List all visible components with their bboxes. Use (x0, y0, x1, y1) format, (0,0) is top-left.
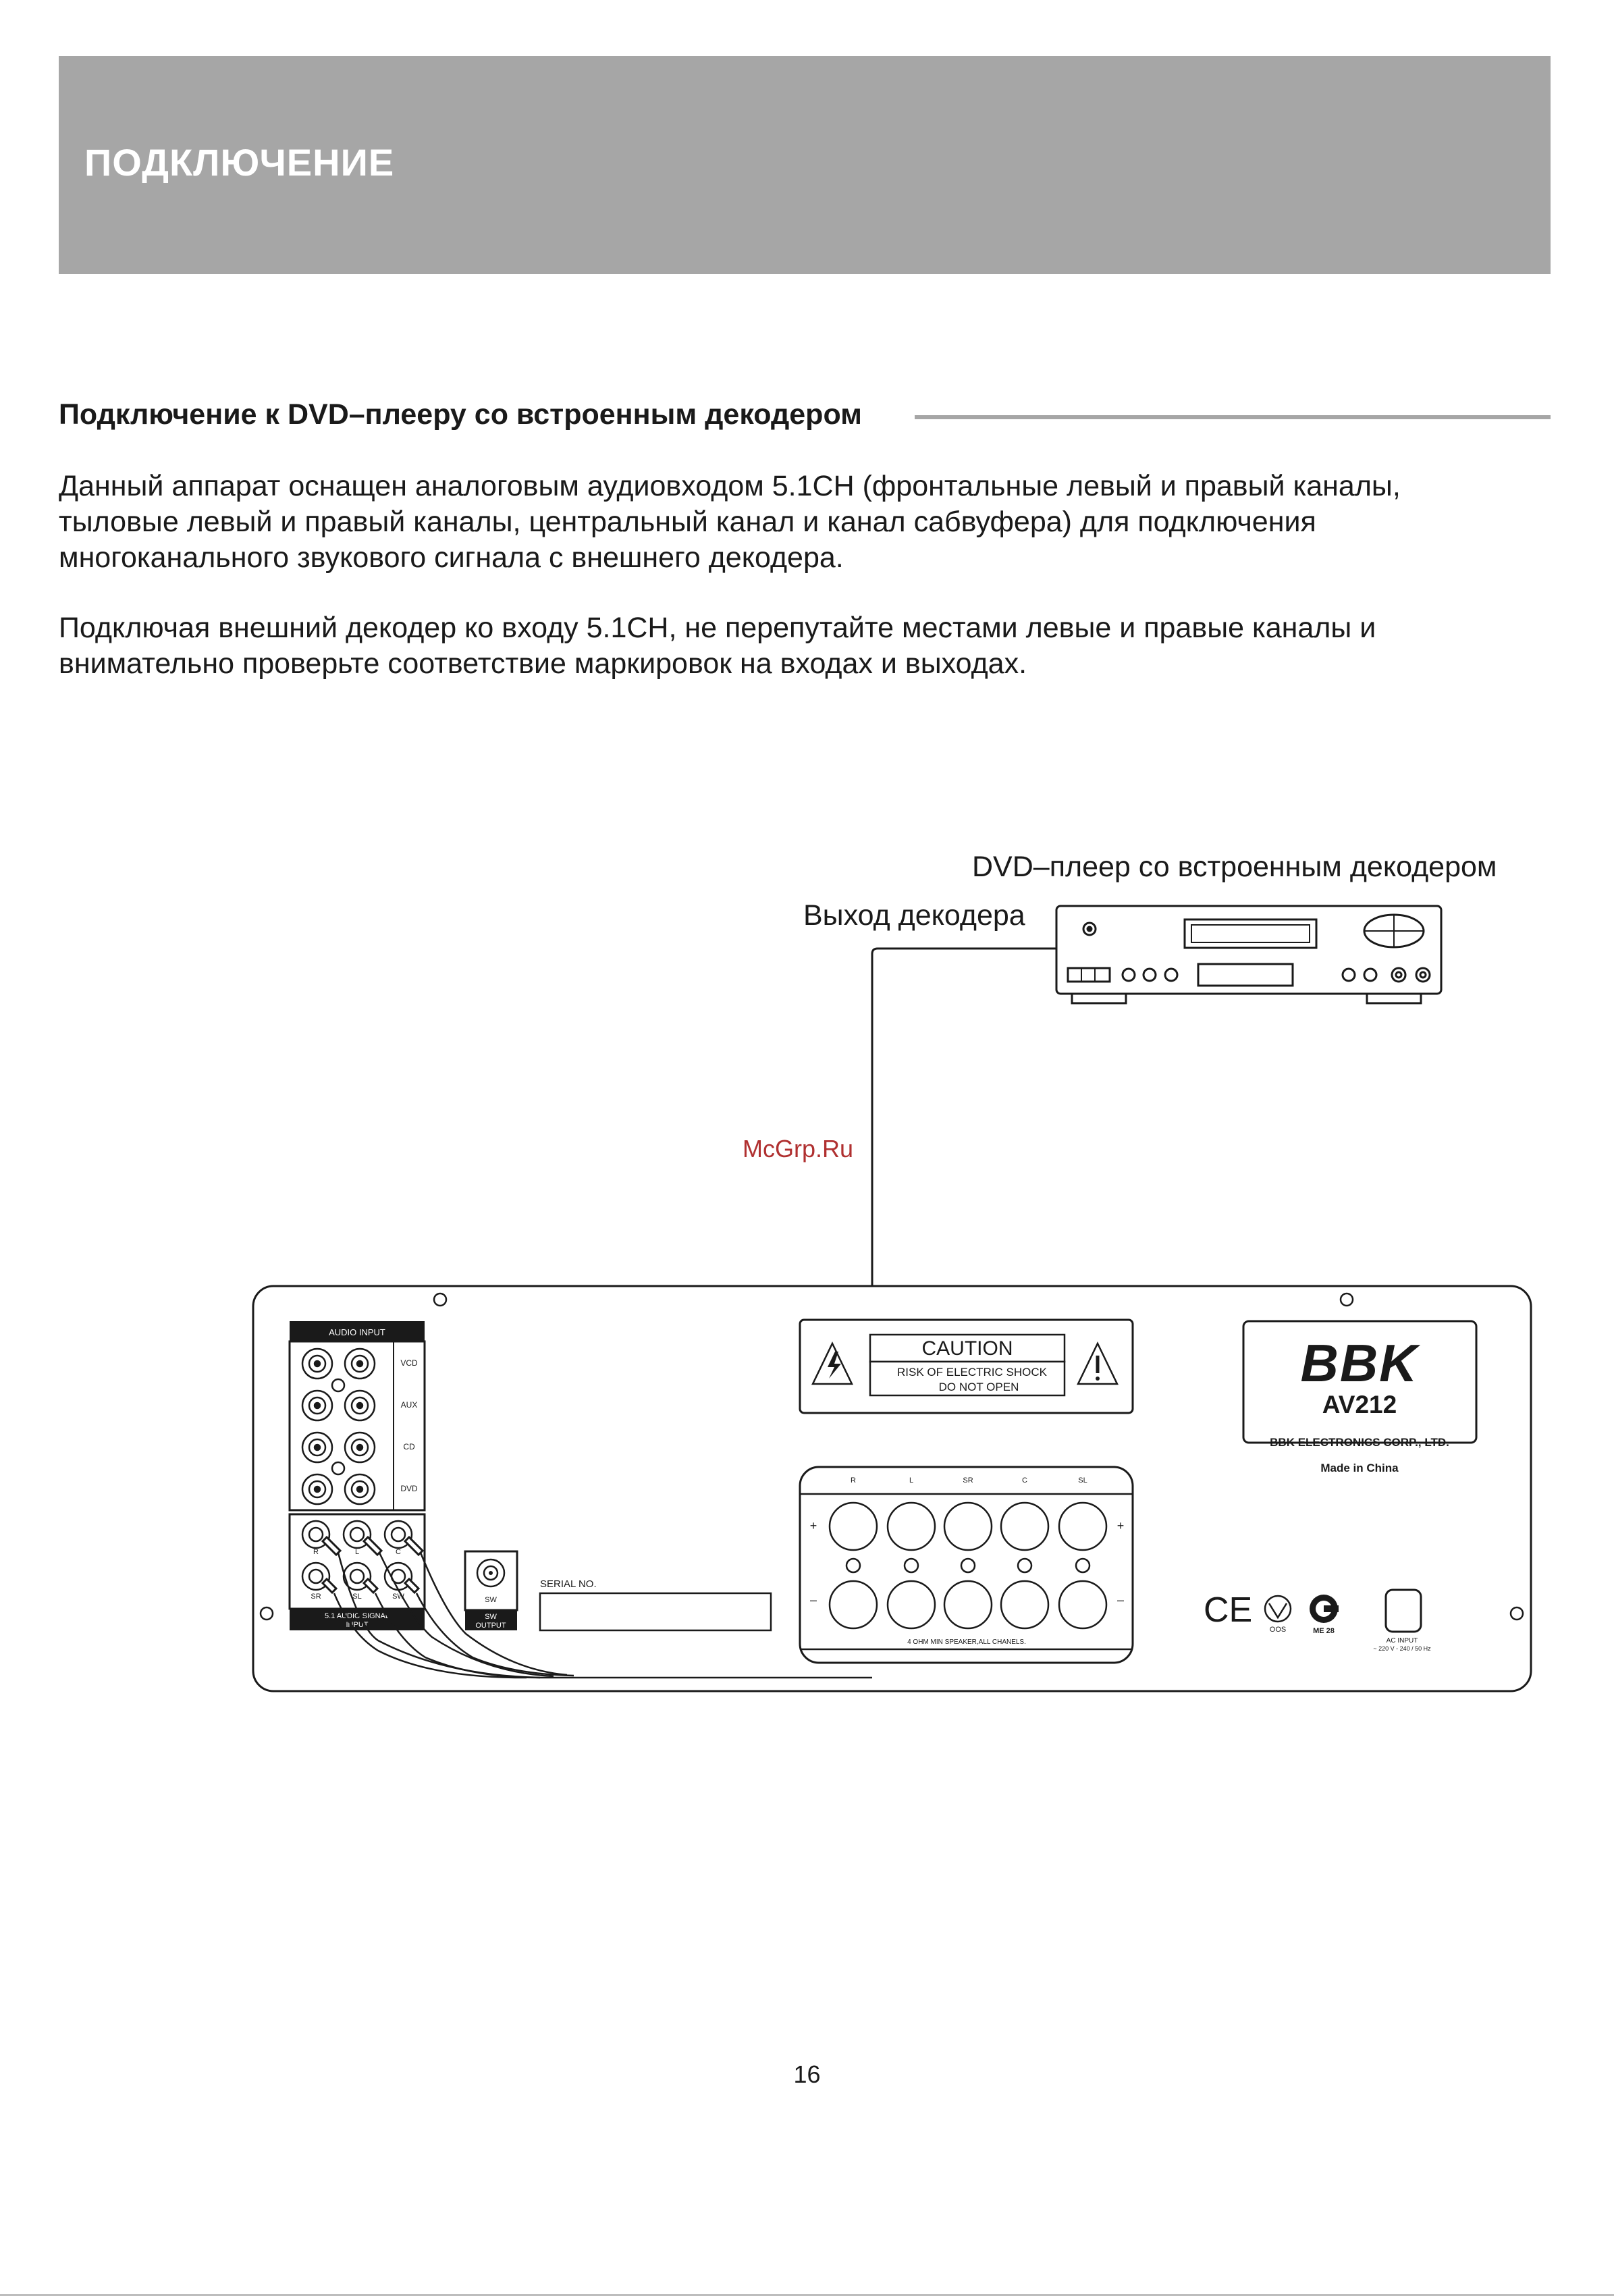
brand-logo: BBK (1300, 1333, 1419, 1393)
ac-input-voltage: ~ 220 V - 240 / 50 Hz (1373, 1645, 1431, 1652)
paragraph-intro-line-1: Данный аппарат оснащен аналоговым аудиовходом 5.1CH (фронтальные левый и правый каналы, (59, 470, 1401, 502)
serial-number-label: SERIAL NO. (540, 1578, 597, 1590)
audio-input-cd: CD (403, 1442, 415, 1451)
dvd-player (1056, 906, 1441, 1003)
paragraph-intro (59, 469, 1530, 576)
paragraph-warning-line-2: внимательно проверьте соответствие маркировок на входах и выходах. (59, 647, 1027, 680)
signal-input-caption-1: 5.1 AUDIO SIGNAL (325, 1612, 389, 1620)
sw-output-caption-1: SW (485, 1613, 497, 1621)
signal-input-l: L (354, 1548, 360, 1556)
speaker-label-c: C (1022, 1476, 1027, 1485)
paragraph-intro-line-2: тыловые левый и правый каналы, центральный канал и канал сабвуфера) для подключения (59, 506, 1316, 538)
header-band (59, 56, 1551, 274)
speaker-terminals (800, 1467, 1133, 1663)
heading-rule (915, 415, 1551, 419)
audio-input-aux: AUX (400, 1400, 418, 1410)
speaker-label-sr: SR (963, 1476, 973, 1485)
caution-title: CAUTION (921, 1337, 1013, 1360)
decoder-output-label: Выход декодера (803, 899, 1025, 932)
oos-mark: OOS (1269, 1626, 1287, 1634)
speaker-plus-left: + (809, 1519, 817, 1532)
serial-number-field (540, 1593, 771, 1630)
signal-input-c: C (396, 1548, 401, 1556)
speaker-label-l: L (909, 1476, 914, 1485)
speaker-label-sl: SL (1078, 1476, 1087, 1485)
sw-output-block (465, 1551, 517, 1630)
signal-input-r: R (313, 1548, 319, 1556)
section-heading: Подключение к DVD–плееру со встроенным декодером (59, 398, 862, 431)
signal-input-sw: SW (392, 1593, 404, 1601)
signal-input-sl: SL (352, 1593, 362, 1601)
caution-line-1: RISK OF ELECTRIC SHOCK (897, 1366, 1047, 1379)
speaker-plus-right: + (1117, 1519, 1125, 1532)
speaker-caption: 4 OHM MIN SPEAKER,ALL CHANELS. (907, 1638, 1026, 1646)
ce-mark: CE (1204, 1591, 1253, 1630)
signal-input-sr: SR (311, 1593, 321, 1601)
page-number: 16 (793, 2060, 821, 2088)
company-name: BBK ELECTRONICS CORP., LTD. (1270, 1436, 1449, 1449)
speaker-minus-left: – (809, 1593, 817, 1607)
audio-input-block (290, 1321, 425, 1510)
sw-output-caption-2: OUTPUT (475, 1622, 506, 1630)
caution-line-2: DO NOT OPEN (938, 1381, 1019, 1393)
page-title: ПОДКЛЮЧЕНИЕ (84, 141, 395, 184)
model-name: AV212 (1322, 1391, 1397, 1418)
speaker-minus-right: – (1117, 1593, 1125, 1607)
audio-input-dvd: DVD (400, 1484, 418, 1493)
paragraph-intro-line-3: многоканального звукового сигнала с внешнего декодера. (59, 541, 844, 574)
signal-input-caption-2: INPUT (346, 1621, 369, 1629)
ac-input-label: AC INPUT (1386, 1637, 1418, 1645)
speaker-label-r: R (851, 1476, 856, 1485)
connection-diagram (0, 830, 1614, 1708)
audio-input-title: AUDIO INPUT (329, 1327, 385, 1337)
caution-label (800, 1320, 1133, 1413)
me28-mark: ME 28 (1313, 1627, 1335, 1635)
paragraph-warning (59, 610, 1530, 682)
signal-input-block (290, 1514, 425, 1630)
watermark: McGrp.Ru (743, 1135, 854, 1163)
sw-jack-label: SW (485, 1596, 497, 1604)
dvd-player-label: DVD–плеер со встроенным декодером (972, 851, 1497, 883)
made-in: Made in China (1320, 1462, 1399, 1474)
paragraph-warning-line-1: Подключая внешний декодер ко входу 5.1CH, не перепутайте местами левые и правые каналы и (59, 612, 1376, 644)
audio-input-vcd: VCD (400, 1358, 418, 1368)
